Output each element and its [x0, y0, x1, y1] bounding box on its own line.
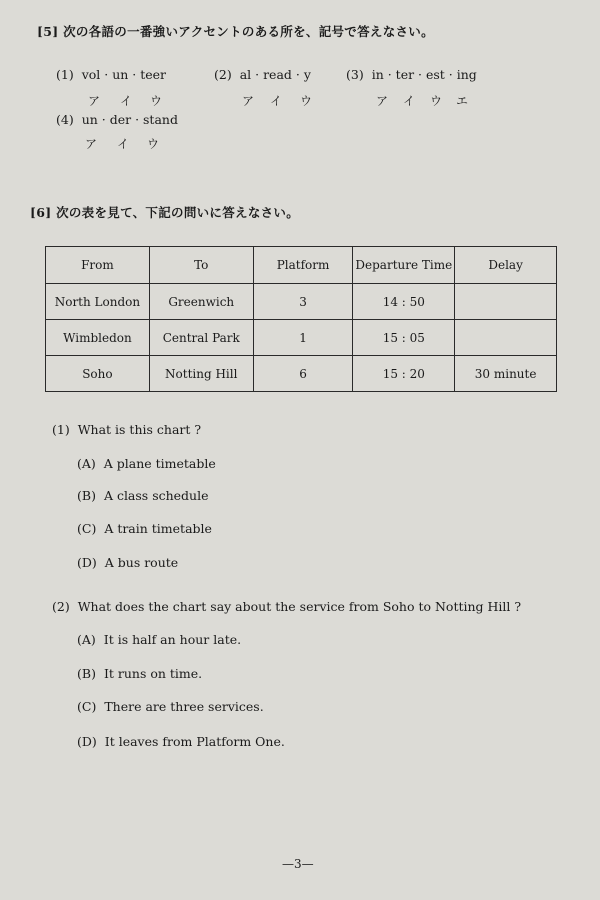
- q1-option-b: [77, 488, 209, 503]
- item-word: al · read · y: [239, 67, 311, 82]
- accent-item-4: [56, 112, 178, 127]
- option-label: (D): [77, 555, 97, 570]
- option-label: (B): [77, 666, 96, 681]
- section6-heading: [6] 次の表を見て、下記の問いに答えなさい。: [30, 205, 300, 220]
- header-platform: Platform: [253, 247, 353, 284]
- item-number: (3): [346, 67, 364, 82]
- cell-to: Greenwich: [149, 284, 253, 320]
- accent-marks-1: [88, 92, 162, 109]
- item-number: (2): [214, 67, 232, 82]
- option-text: It is half an hour late.: [103, 632, 242, 647]
- mark: ア: [88, 94, 101, 108]
- option-text: A class schedule: [103, 488, 209, 503]
- cell-departure-time: 15 : 05: [353, 320, 455, 356]
- mark: ア: [242, 94, 255, 108]
- mark: ウ: [147, 137, 160, 151]
- q2-option-b: [77, 666, 202, 681]
- option-label: (B): [77, 488, 96, 503]
- table-row: [46, 356, 557, 392]
- mark: イ: [403, 94, 416, 108]
- train-timetable: [45, 246, 557, 392]
- question-number: (1): [52, 422, 70, 437]
- option-text: It leaves from Platform One.: [104, 734, 285, 749]
- cell-delay: [455, 284, 557, 320]
- option-text: It runs on time.: [103, 666, 203, 681]
- mark: イ: [120, 94, 133, 108]
- header-to: To: [149, 247, 253, 284]
- item-number: (1): [56, 67, 74, 82]
- option-label: (A): [77, 456, 96, 471]
- question-text: What does the chart say about the service from Soho to Notting Hill ?: [77, 599, 522, 614]
- header-delay: Delay: [455, 247, 557, 284]
- accent-marks-3: [376, 92, 468, 109]
- q2-option-d: [77, 734, 285, 749]
- header-departure-time: Departure Time: [353, 247, 455, 284]
- option-text: A train timetable: [104, 521, 212, 536]
- accent-marks-4: [85, 135, 159, 152]
- cell-from: North London: [46, 284, 150, 320]
- cell-departure-time: 14 : 50: [353, 284, 455, 320]
- option-text: A bus route: [104, 555, 179, 570]
- cell-platform: 1: [253, 320, 353, 356]
- question-text: What is this chart ?: [77, 422, 202, 437]
- option-label: (C): [77, 699, 97, 714]
- q2-option-a: [77, 632, 241, 647]
- mark: ア: [376, 94, 389, 108]
- question-number: (2): [52, 599, 70, 614]
- mark: イ: [270, 94, 283, 108]
- mark: ウ: [150, 94, 163, 108]
- cell-delay: 30 minute: [455, 356, 557, 392]
- option-label: (D): [77, 734, 97, 749]
- q1-option-d: [77, 555, 178, 570]
- q1-option-c: [77, 521, 212, 536]
- mark: エ: [456, 94, 469, 108]
- cell-delay: [455, 320, 557, 356]
- header-from: From: [46, 247, 150, 284]
- cell-platform: 6: [253, 356, 353, 392]
- item-number: (4): [56, 112, 74, 127]
- mark: ア: [85, 137, 98, 151]
- accent-item-3: [346, 67, 477, 82]
- option-text: A plane timetable: [103, 456, 216, 471]
- mark: イ: [117, 137, 130, 151]
- section5-heading: [5] 次の各語の一番強いアクセントのある所を、記号で答えなさい。: [37, 24, 434, 39]
- cell-departure-time: 15 : 20: [353, 356, 455, 392]
- cell-from: Wimbledon: [46, 320, 150, 356]
- q1-option-a: [77, 456, 216, 471]
- item-word: vol · un · teer: [81, 67, 167, 82]
- cell-platform: 3: [253, 284, 353, 320]
- question-1: [52, 422, 201, 437]
- cell-to: Notting Hill: [149, 356, 253, 392]
- table-header-row: [46, 247, 557, 284]
- table-row: [46, 284, 557, 320]
- mark: ウ: [430, 94, 443, 108]
- option-label: (C): [77, 521, 97, 536]
- accent-item-2: [214, 67, 311, 82]
- table-row: [46, 320, 557, 356]
- cell-from: Soho: [46, 356, 150, 392]
- mark: ウ: [300, 94, 313, 108]
- item-word: un · der · stand: [81, 112, 178, 127]
- item-word: in · ter · est · ing: [371, 67, 477, 82]
- option-label: (A): [77, 632, 96, 647]
- option-text: There are three services.: [104, 699, 264, 714]
- question-2: [52, 599, 521, 614]
- page-number: —3—: [282, 857, 314, 871]
- accent-item-1: [56, 67, 166, 82]
- q2-option-c: [77, 699, 264, 714]
- cell-to: Central Park: [149, 320, 253, 356]
- accent-marks-2: [242, 92, 312, 109]
